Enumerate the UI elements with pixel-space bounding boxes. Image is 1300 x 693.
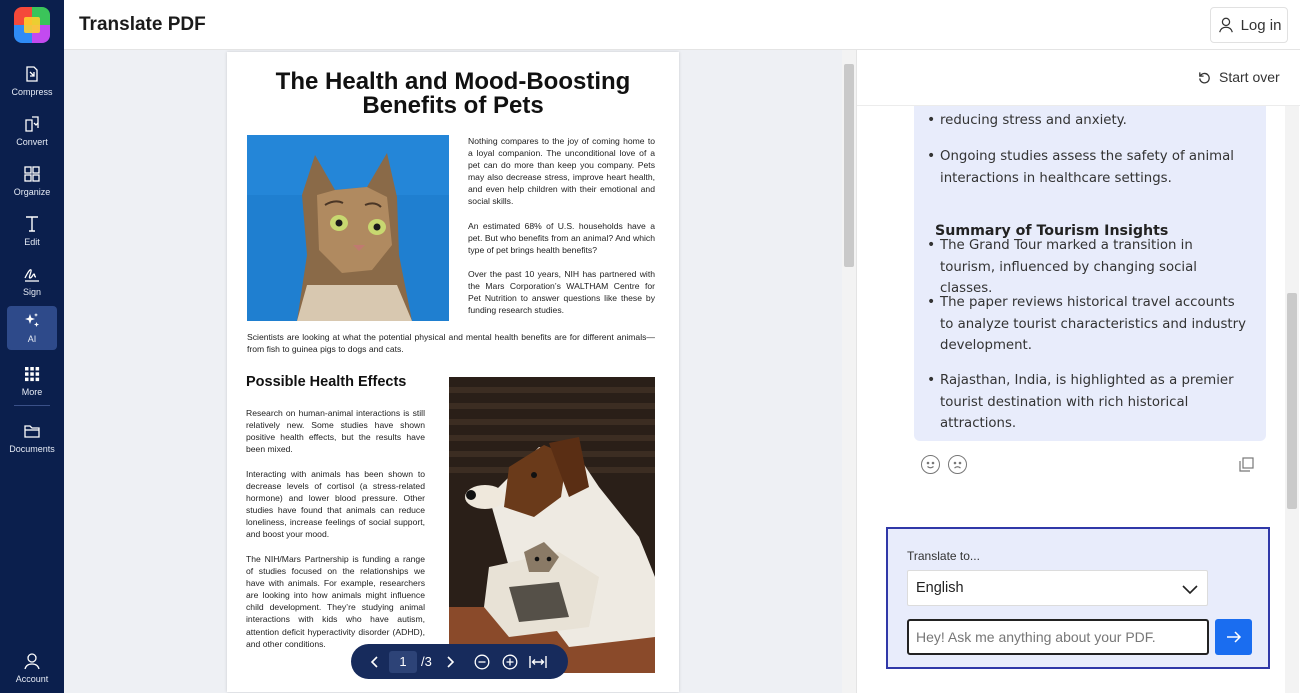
- translate-label: Translate to...: [907, 549, 980, 563]
- sidebar-item-label: Convert: [16, 137, 48, 147]
- sidebar-item-compress[interactable]: [7, 59, 57, 103]
- intro-paragraph: An estimated 68% of U.S. households have a pet. But who benefits from an animal? And which type of pet brings health benefits?: [468, 221, 655, 256]
- start-over-label: Start over: [1219, 69, 1280, 85]
- document-title: The Health and Mood-Boosting Benefits of Pets: [275, 68, 631, 119]
- edit-icon: [22, 214, 42, 234]
- fit-width-button[interactable]: [524, 648, 552, 676]
- sidebar-item-label: Edit: [24, 237, 40, 247]
- grid-icon: [22, 364, 42, 384]
- top-bar: [64, 0, 1300, 50]
- dog-and-cat-photo: [449, 377, 655, 673]
- language-select[interactable]: [907, 570, 1208, 606]
- sidebar-item-edit[interactable]: [7, 209, 57, 253]
- login-label: Log in: [1240, 16, 1282, 34]
- panel-scrollbar[interactable]: [1285, 106, 1299, 693]
- viewer-scrollbar[interactable]: [842, 50, 856, 693]
- copy-icon[interactable]: [1239, 457, 1254, 477]
- ask-input[interactable]: [907, 619, 1209, 655]
- chevron-right-icon: [444, 656, 456, 668]
- send-button[interactable]: [1215, 619, 1252, 655]
- sidebar-item-label: Account: [15, 674, 49, 684]
- sidebar-item-ai[interactable]: [7, 306, 57, 350]
- feedback-row: [921, 455, 967, 474]
- thumbs-up-smile-icon[interactable]: [921, 455, 940, 474]
- sidebar-item-organize[interactable]: [7, 159, 57, 203]
- sidebar-item-label: Sign: [22, 287, 41, 297]
- intro-paragraph: Over the past 10 years, NIH has partnered with the Mars Corporation’s WALTHAM Centre for Pet Nutrition to answer questions like these by funding research studies.: [468, 269, 655, 316]
- translate-box: [886, 527, 1270, 669]
- ai-sparkle-icon: [22, 311, 42, 331]
- sidebar-divider: [14, 405, 50, 406]
- sidebar-item-label: AI: [27, 334, 37, 344]
- app-logo[interactable]: [14, 7, 50, 43]
- ai-answer-card: [914, 70, 1266, 441]
- summary-heading: Summary of Tourism Insights: [935, 223, 1169, 239]
- zoom-out-icon: [474, 654, 490, 670]
- ai-panel: [856, 50, 1300, 693]
- previous-page-button[interactable]: [361, 648, 389, 676]
- document-viewer: [64, 50, 856, 693]
- arrow-right-icon: [1226, 630, 1242, 644]
- section-heading: Possible Health Effects: [246, 374, 407, 390]
- sidebar-item-convert[interactable]: [7, 109, 57, 153]
- chevron-down-icon: [1181, 580, 1199, 598]
- language-selected: English: [916, 580, 964, 596]
- sidebar-item-label: Compress: [11, 87, 53, 97]
- answer-bullet: • Rajasthan, India, is highlighted as a premier tourist destination with rich historical attractions.: [940, 370, 1250, 435]
- page-total: /3: [421, 654, 432, 669]
- page-controls: [351, 644, 568, 679]
- sidebar-item-more[interactable]: [7, 359, 57, 403]
- sign-icon: [22, 264, 42, 284]
- section-paragraph: Research on human-animal interactions is still relatively new. Some studies have shown positive health effects, but the results have been mixed.: [246, 408, 425, 455]
- fit-width-icon: [529, 655, 547, 669]
- sidebar-item-label: Documents: [9, 444, 55, 454]
- restart-icon: [1197, 70, 1212, 85]
- viewer-scrollbar-thumb[interactable]: [844, 64, 854, 267]
- sidebar-item-account[interactable]: [7, 646, 57, 690]
- sidebar-item-sign[interactable]: [7, 259, 57, 303]
- answer-bullet: • Ongoing studies assess the safety of animal interactions in healthcare settings.: [940, 146, 1250, 189]
- zoom-in-icon: [502, 654, 518, 670]
- pdf-page: [227, 52, 679, 692]
- sidebar-item-label: Organize: [13, 187, 51, 197]
- answer-bullet: • reducing stress and anxiety.: [940, 110, 1250, 132]
- convert-icon: [22, 114, 42, 134]
- section-paragraph: The NIH/Mars Partnership is funding a range of studies focused on the relationships we have with animals. For example, researchers are looking into how animals might influence child development. They’re studying animal interactions with kids who have autism, attention deficit hyperactivity disorder (ADHD), and other conditions.: [246, 554, 425, 649]
- thumbs-down-frown-icon[interactable]: [948, 455, 967, 474]
- user-icon: [22, 651, 42, 671]
- sidebar-item-label: More: [21, 387, 43, 397]
- organize-icon: [22, 164, 42, 184]
- next-page-button[interactable]: [436, 648, 464, 676]
- user-icon: [1217, 16, 1235, 34]
- page-number-input[interactable]: [389, 651, 417, 673]
- body-paragraph: Scientists are looking at what the potential physical and mental health benefits are for different animals—from fish to guinea pigs to dogs and cats.: [247, 332, 655, 355]
- sidebar: [0, 0, 64, 693]
- answer-bullet: • The Grand Tour marked a transition in tourism, influenced by changing social classes.: [940, 235, 1250, 300]
- page-title: Translate PDF: [79, 14, 206, 35]
- folder-icon: [22, 421, 42, 441]
- zoom-in-button[interactable]: [496, 648, 524, 676]
- zoom-out-button[interactable]: [468, 648, 496, 676]
- login-button[interactable]: [1210, 7, 1288, 43]
- cat-photo: [247, 135, 449, 321]
- section-paragraph: Interacting with animals has been shown to decrease levels of cortisol (a stress-related hormone) and lower blood pressure. Other studies have found that animals can reduce loneliness, increase feelings of social support, and boost your mood.: [246, 469, 425, 540]
- panel-scrollbar-thumb[interactable]: [1287, 293, 1297, 509]
- compress-icon: [22, 64, 42, 84]
- answer-bullet: • The paper reviews historical travel accounts to analyze tourist characteristics and industry development.: [940, 292, 1250, 357]
- start-over-button[interactable]: [1197, 69, 1280, 85]
- intro-paragraph: Nothing compares to the joy of coming home to a loyal companion. The unconditional love of a pet can do more than keep you company. Pets may also decrease stress, improve heart health, and even help children with their emotional and social skills.: [468, 136, 655, 207]
- sidebar-item-documents[interactable]: [7, 416, 57, 460]
- panel-header: [857, 50, 1300, 106]
- chevron-left-icon: [369, 656, 381, 668]
